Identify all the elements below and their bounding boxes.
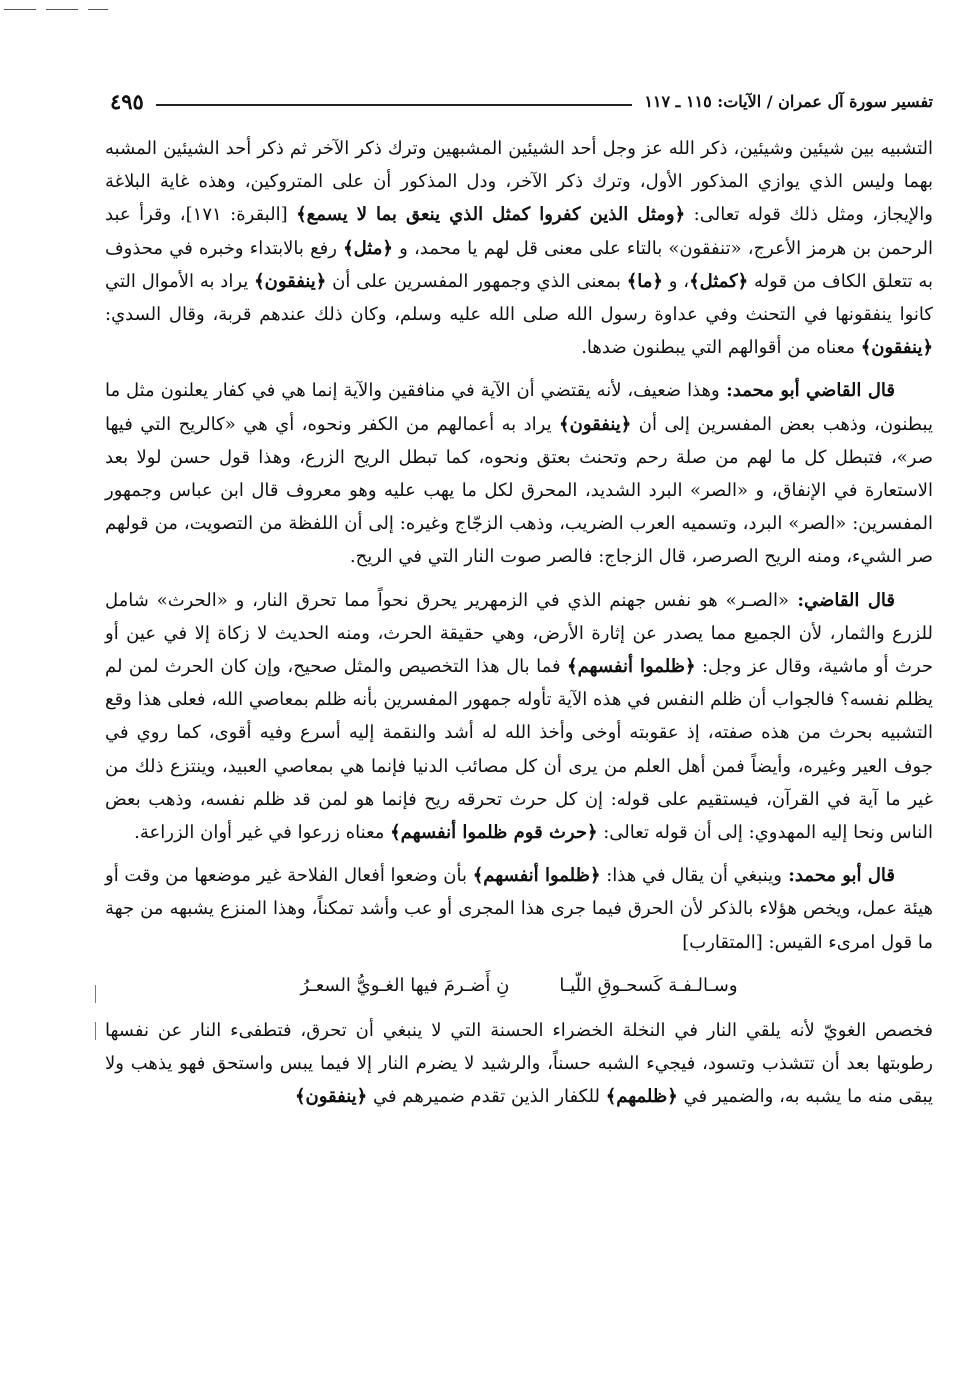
poetry-verse — [105, 969, 933, 1002]
emphasized-text: ﴿كمثل﴾ — [689, 270, 749, 292]
verse-first-hemistich: وسـالـفـة كَسحـوقِ اللّيـا — [559, 974, 738, 996]
emphasized-text: ﴿ظلموا أنفسهم﴾ — [567, 656, 696, 678]
scan-edge-tick — [95, 985, 96, 1003]
page-body — [105, 132, 933, 1124]
body-text: ، و — [662, 270, 690, 292]
paragraph-3 — [105, 584, 933, 850]
page-number: ٤٩٥ — [110, 88, 144, 114]
emphasized-text: ﴿ظلمهم﴾ — [605, 1086, 678, 1108]
emphasized-text: ﴿ما﴾ — [626, 270, 663, 292]
body-text: فما بال هذا التخصيص والمثل صحيح، وإن كان الحرث لمن لم يظلم نفسه؟ فالجواب أن ظلم النفس في هذه الآية تأوله جمهور المفسرين بأنه ظلم بمعاصي الله، فعلى هذا وقع التشبيه بحرث من هذه صفته، إذ عقوبته أوخى وأخذ الله له أشد والنقمة إليه أسرع وفيه أقوى، كما روي في جوف العير وغيره، وأيضاً فمن أهل العلم من يرى أن كل مصائب الدنيا فإنما هي بمعاصي العبيد، وينتزع ذلك من غير ما آية في القرآن، فيستقيم على قوله: إن كل حرث تحرقه ريح فإنما هو لمن قد ظلم نفسه، وذهب بعض الناس ونحا إليه المهدوي: إلى أن قوله تعالى: — [105, 656, 933, 844]
emphasized-text: ﴿ينفقون﴾ — [254, 270, 327, 292]
body-text: يراد به الأموال التي كانوا ينفقونها في التحنث وفي عداوة رسول الله صلى الله عليه وسلم، وكان ذلك عندهم قربة، وقال السدي: — [105, 270, 933, 326]
paragraph-1 — [105, 132, 933, 364]
emphasized-text: قال القاضي: — [788, 589, 895, 611]
body-text: للكفار الذين تقدم ضميرهم في — [367, 1086, 606, 1108]
running-title: تفسير سورة آل عمران / الآيات: ١١٥ ـ ١١٧ — [644, 91, 933, 111]
running-header — [110, 86, 933, 116]
body-text: معناه من أقوالهم التي يبطنون ضدها. — [581, 337, 861, 359]
body-text: رفع بالابتداء وخبره في محذوف به تتعلق الكاف من قوله — [105, 237, 933, 292]
body-text: وهذا ضعيف، لأنه يقتضي أن الآية في منافقين والآية إنما هي في كفار يعلنون مثل ما يبطنون، وذهب بعض المفسرين إلى أن — [105, 380, 933, 435]
header-rule — [156, 104, 632, 106]
emphasized-text: قال أبو محمد: — [781, 865, 895, 887]
body-text: «الصـر» هو نفس جهنم الذي في الزمهرير يحرق نحواً مما تحرق النار، و «الحرث» شامل للزرع والثمار، لأن الجميع مما يصدر عن إثارة الأرض، وهي حقيقة الحرث، ومنه الحديث لا زكاة إلا في عين أو حرث أو ماشية، وقال عز وجل: — [105, 589, 933, 678]
verse-second-hemistich: نِ أَضـرمَ فيها الغـويُّ السعـرُ — [300, 974, 510, 996]
body-text: فخصص الغويّ لأنه يلقي النار في النخلة الخضراء الحسنة التي لا ينبغي أن تحرق، فتطفىء النار عن نفسها رطوبتها بعد أن تتشذب وتسود، فيجيء الشبه حسناً، والرشيد لا يضرم النار إلا فيما يبس واستحق فهو يذهب ولا يبقى منه ما يشبه به، والضمير في — [105, 1020, 933, 1108]
emphasized-text: ﴿ومثل الذين كفروا كمثل الذي ينعق بما لا يسمع﴾ — [296, 204, 686, 226]
scan-edge-marks — [4, 6, 124, 14]
body-text: وينبغي أن يقال في هذا: — [600, 865, 782, 887]
closing-paragraph — [105, 1014, 933, 1114]
emphasized-text: قال القاضي أبو محمد: — [719, 380, 895, 402]
body-text: بأن وضعوا أفعال الفلاحة غير موضعها من وقت أو هيئة عمل، ويخص هؤلاء بالذكر لأن الحرق فيما جرى هذا المجرى أو عب وأشد تمكناً، وهذا المنزع يشبهه من جهة ما قول امرىء القيس: [المتقارب] — [105, 865, 933, 953]
scan-edge-tick — [95, 1022, 96, 1040]
paragraph-2 — [105, 374, 933, 573]
emphasized-text: ﴿ينفقون﴾ — [559, 413, 632, 435]
body-text: التشبيه بين شيئين وشيئين، ذكر الله عز وجل أحد الشيئين المشبهين وترك ذكر الآخر ثم ذكر أحد الشيئين المشبه بهما وليس الذي يوازي المذكور الأول، وترك ذكر الآخر، ودل المذكور أن على المتروكين، وهذه غاية البلاغة والإيجاز، ومثل ذلك قوله تعالى: — [105, 138, 933, 226]
body-text: معناه زرعوا في غير أوان الزراعة. — [134, 822, 391, 844]
emphasized-text: ﴿مثل﴾ — [343, 237, 393, 259]
emphasized-text: ﴿ينفقون﴾ — [294, 1086, 368, 1108]
body-text: يراد به أعمالهم من الكفر ونحوه، أي هي «كالريح التي فيها صر»، فتبطل كل ما لهم من صلة رحم وتحنث بعتق ونحوه، كما تبطل الريح الزرع، وهذا قول حسن لولا بعد الاستعارة في الإنفاق، و «الصر» البرد الشديد، المحرق لكل ما يهب عليه وهو معروف قال ابن عباس وجمهور المفسرين: «الصر» البرد، وتسميه العرب الضريب، وذهب الزجّاج وغيره: إلى أن اللفظة من التصويت، من قولهم صر الشيء، ومنه الريح الصرصر، قال الزجاج: فالصر صوت النار التي في الريح. — [105, 413, 933, 568]
paragraph-4 — [105, 859, 933, 959]
body-text: بمعنى الذي وجمهور المفسرين على أن — [326, 270, 627, 292]
emphasized-text: ﴿ينفقون﴾ — [860, 337, 933, 359]
body-text: [البقرة: ١٧١]، وقرأ عبد الرحمن بن هرمز الأعرج، «تنفقون» بالتاء على معنى قل لهم يا محمد، و — [105, 204, 933, 259]
emphasized-text: ﴿ظلموا أنفسهم﴾ — [472, 865, 601, 887]
emphasized-text: ﴿حرث قوم ظلموا أنفسهم﴾ — [390, 822, 598, 844]
